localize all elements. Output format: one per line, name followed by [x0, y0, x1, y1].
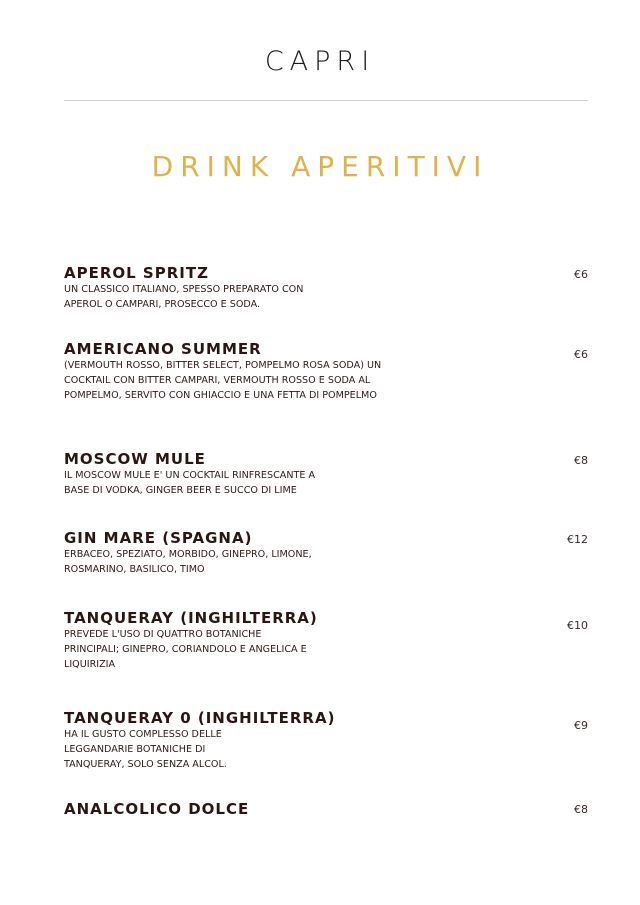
menu-item-americano-summer	[64, 340, 588, 403]
menu-item-analcolico-dolce	[64, 800, 588, 818]
item-name: APEROL SPRITZ	[64, 264, 209, 282]
section-title: DRINK APERITIVI	[151, 150, 489, 183]
menu-item-tanqueray	[64, 609, 588, 672]
item-price: €8	[574, 454, 588, 467]
menu-item-gin-mare	[64, 529, 588, 577]
item-name: GIN MARE (SPAGNA)	[64, 529, 253, 547]
item-price: €12	[567, 533, 588, 546]
item-price: €8	[574, 803, 588, 816]
brand-title: CAPRI	[264, 46, 376, 77]
menu-item-tanqueray-0	[64, 709, 588, 772]
item-description: (VERMOUTH ROSSO, BITTER SELECT, POMPELMO ROSA SODA) UN COCKTAIL CON BITTER CAMPARI, VERMOUTH ROSSO E SODA AL POMPELMO, SERVITO CON GHIACCIO E UNA FETTA DI POMPELMO	[64, 360, 382, 401]
item-description: IL MOSCOW MULE E' UN COCKTAIL RINFRESCANTE A BASE DI VODKA, GINGER BEER E SUCCO DI LIME	[64, 470, 316, 496]
item-name: TANQUERAY (INGHILTERRA)	[64, 609, 318, 627]
menu-item-moscow-mule	[64, 450, 588, 498]
item-description: PREVEDE L'USO DI QUATTRO BOTANICHE PRINCIPALI; GINEPRO, CORIANDOLO E ANGELICA E LIQUIRIZIA	[64, 629, 307, 670]
item-price: €9	[574, 719, 588, 732]
item-name: TANQUERAY 0 (INGHILTERRA)	[64, 709, 336, 727]
item-price: €10	[567, 619, 588, 632]
menu-item-aperol-spritz	[64, 264, 588, 312]
item-description: ERBACEO, SPEZIATO, MORBIDO, GINEPRO, LIMONE, ROSMARINO, BASILICO, TIMO	[64, 549, 312, 575]
item-price: €6	[574, 268, 588, 281]
item-price: €6	[574, 348, 588, 361]
item-name: ANALCOLICO DOLCE	[64, 800, 250, 818]
header-divider	[64, 100, 588, 101]
item-name: AMERICANO SUMMER	[64, 340, 262, 358]
item-description: UN CLASSICO ITALIANO, SPESSO PREPARATO CON APEROL O CAMPARI, PROSECCO E SODA.	[64, 284, 304, 310]
item-name: MOSCOW MULE	[64, 450, 206, 468]
item-description: HA IL GUSTO COMPLESSO DELLE LEGGANDARIE BOTANICHE DI TANQUERAY, SOLO SENZA ALCOL.	[64, 729, 227, 770]
